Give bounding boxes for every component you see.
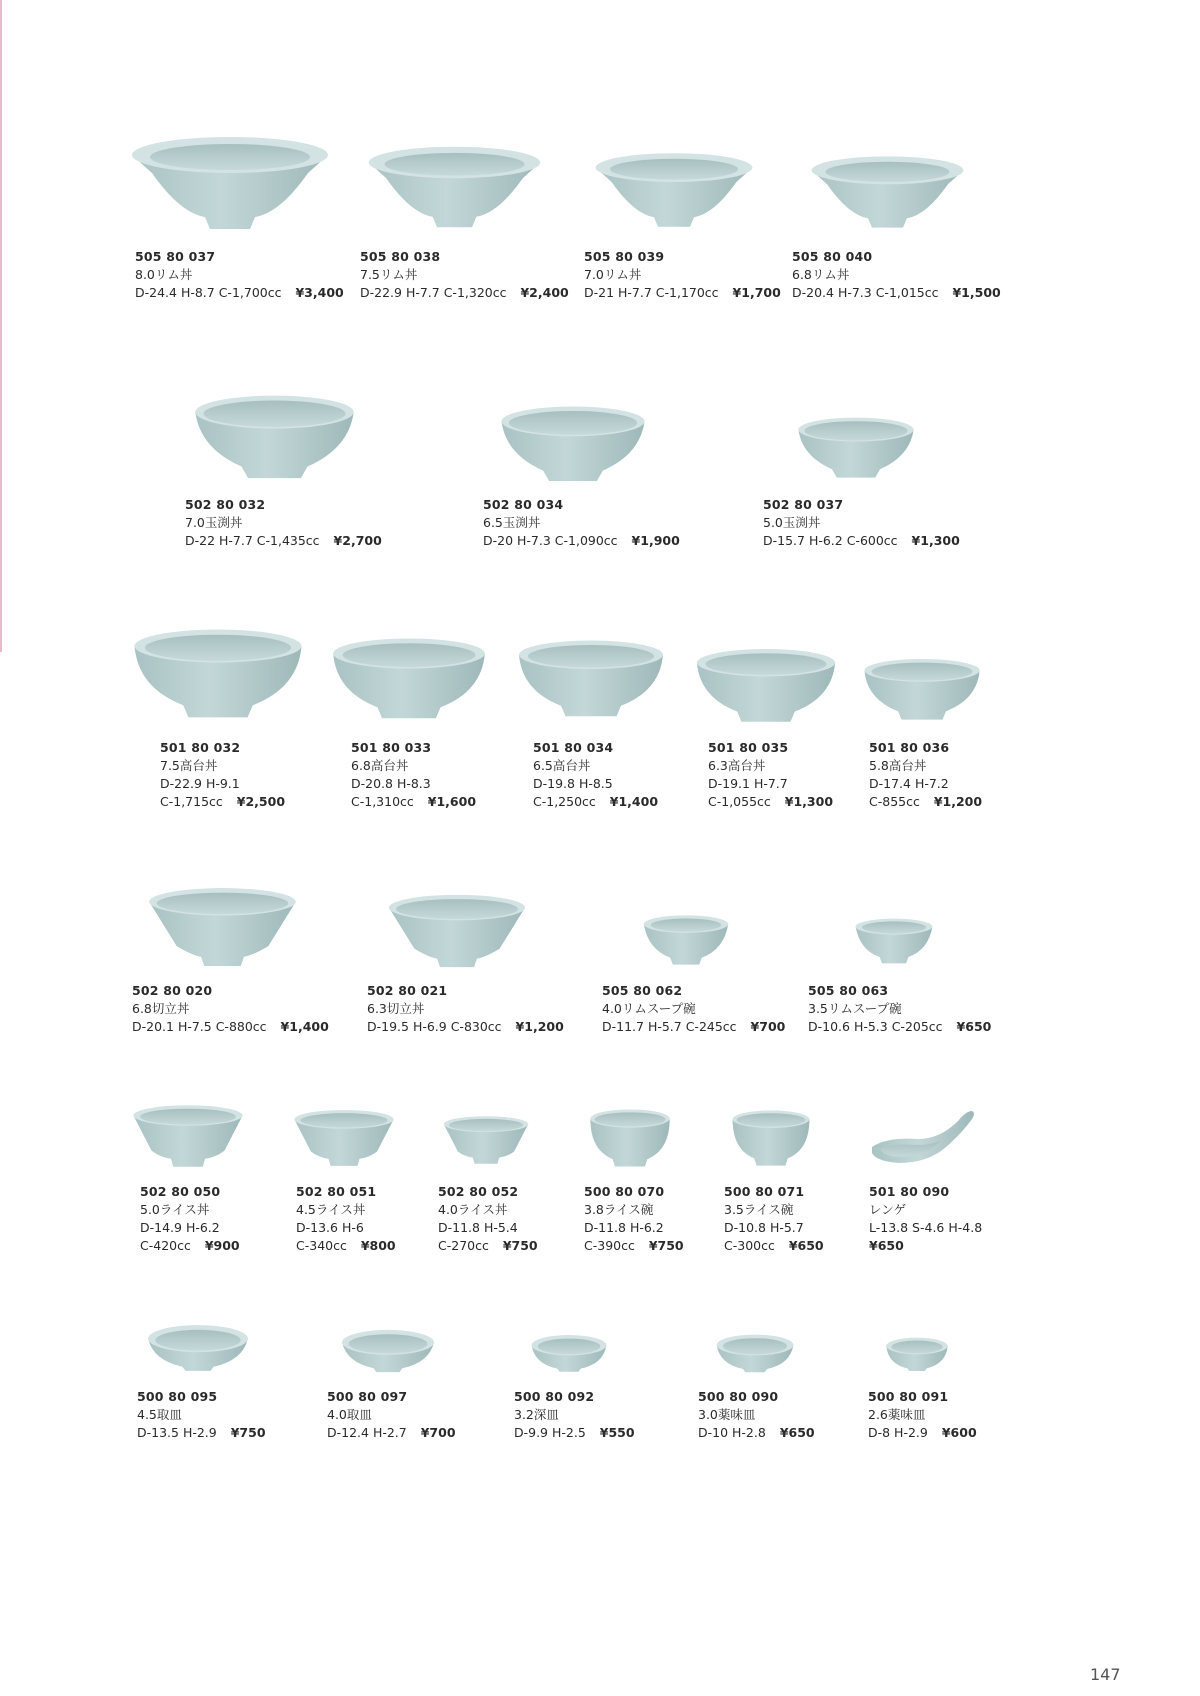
product-price: ¥550 <box>599 1425 635 1440</box>
product-name: 4.5取皿 <box>137 1407 182 1422</box>
product-name: 4.5ライス丼 <box>296 1202 366 1217</box>
product-price: ¥750 <box>502 1238 538 1253</box>
product-name: 5.8高台丼 <box>869 758 927 773</box>
product-price: ¥2,500 <box>236 794 286 809</box>
plate-icon <box>530 1332 608 1374</box>
product-code: 500 80 071 <box>724 1184 805 1199</box>
product-capacity: C-1,055cc <box>708 794 771 809</box>
product-specs: D-13.6 H-6 <box>296 1220 364 1235</box>
product-specs: D-22.9 H-9.1 <box>160 776 240 791</box>
product-code: 501 80 035 <box>708 740 789 755</box>
rim-bowl-icon <box>594 148 754 232</box>
product-name: 3.2深皿 <box>514 1407 559 1422</box>
product-name: 7.5リム丼 <box>360 267 418 282</box>
product-price: ¥1,200 <box>933 794 983 809</box>
product-code: 500 80 097 <box>327 1389 408 1404</box>
plate-icon <box>146 1323 250 1373</box>
footed-bowl-icon <box>516 634 666 722</box>
product-specs: D-19.8 H-8.5 <box>533 776 613 791</box>
product-specs: D-19.5 H-6.9 C-830cc <box>367 1019 502 1034</box>
product-price: ¥650 <box>869 1238 904 1253</box>
product-price: ¥3,400 <box>295 285 344 300</box>
product-name: 3.8ライス碗 <box>584 1202 654 1217</box>
plate-icon <box>885 1334 949 1374</box>
product-capacity: C-1,250cc <box>533 794 596 809</box>
rice-bowl-icon <box>131 1103 245 1169</box>
page-number: 147 <box>1090 1665 1121 1684</box>
product-price: ¥750 <box>648 1238 684 1253</box>
footed-bowl-icon <box>862 654 982 724</box>
product-name: 3.5リムスープ碗 <box>808 1001 902 1016</box>
product-code: 505 80 037 <box>135 249 216 264</box>
product-price: ¥700 <box>750 1019 786 1034</box>
product-specs: D-11.7 H-5.7 C-245cc <box>602 1019 737 1034</box>
product-name: 6.8切立丼 <box>132 1001 190 1016</box>
product-price: ¥1,200 <box>515 1019 564 1034</box>
product-price: ¥1,400 <box>609 794 659 809</box>
product-name: 7.0玉渕丼 <box>185 515 243 530</box>
product-specs: D-11.8 H-5.4 <box>438 1220 518 1235</box>
footed-bowl-icon <box>330 634 488 722</box>
rim-bowl-icon <box>130 133 330 233</box>
product-name: 7.0リム丼 <box>584 267 642 282</box>
product-specs: D-8 H-2.9 <box>868 1425 928 1440</box>
product-specs: D-24.4 H-8.7 C-1,700cc <box>135 285 282 300</box>
product-price: ¥800 <box>360 1238 396 1253</box>
product-capacity: C-1,310cc <box>351 794 414 809</box>
product-code: 501 80 090 <box>869 1184 950 1199</box>
product-name: 6.5高台丼 <box>533 758 591 773</box>
product-price: ¥750 <box>230 1425 266 1440</box>
product-name: レンゲ <box>869 1202 906 1217</box>
product-code: 505 80 040 <box>792 249 873 264</box>
rim-bowl-icon <box>810 152 965 232</box>
product-name: 5.0玉渕丼 <box>763 515 821 530</box>
product-name: 6.8高台丼 <box>351 758 409 773</box>
conical-bowl-icon <box>145 885 300 969</box>
product-price: ¥1,300 <box>911 533 960 548</box>
product-code: 501 80 033 <box>351 740 432 755</box>
product-specs: D-10.8 H-5.7 <box>724 1220 804 1235</box>
product-specs: D-10 H-2.8 <box>698 1425 766 1440</box>
product-name: 8.0リム丼 <box>135 267 193 282</box>
product-price: ¥650 <box>956 1019 992 1034</box>
product-price: ¥2,400 <box>520 285 569 300</box>
rice-bowl-icon <box>442 1114 530 1166</box>
product-code: 500 80 090 <box>698 1389 779 1404</box>
product-price: ¥1,600 <box>427 794 477 809</box>
product-code: 505 80 038 <box>360 249 441 264</box>
product-code: 502 80 021 <box>367 983 448 998</box>
product-price: ¥700 <box>420 1425 456 1440</box>
product-price: ¥1,400 <box>280 1019 329 1034</box>
product-specs: D-20.8 H-8.3 <box>351 776 431 791</box>
product-capacity: C-855cc <box>869 794 920 809</box>
product-code: 502 80 032 <box>185 497 266 512</box>
product-code: 505 80 039 <box>584 249 665 264</box>
product-code: 505 80 063 <box>808 983 889 998</box>
product-capacity: C-340cc <box>296 1238 347 1253</box>
product-specs: D-20.1 H-7.5 C-880cc <box>132 1019 267 1034</box>
product-name: 2.6薬味皿 <box>868 1407 926 1422</box>
product-code: 500 80 092 <box>514 1389 595 1404</box>
footed-bowl-icon <box>131 625 305 721</box>
product-price: ¥1,500 <box>952 285 1001 300</box>
product-code: 500 80 095 <box>137 1389 218 1404</box>
product-price: ¥1,900 <box>631 533 680 548</box>
product-name: 3.5ライス碗 <box>724 1202 794 1217</box>
product-name: 7.5高台丼 <box>160 758 218 773</box>
product-name: 5.0ライス丼 <box>140 1202 210 1217</box>
rice-bowl-icon <box>292 1108 396 1168</box>
product-price: ¥900 <box>204 1238 240 1253</box>
product-specs: L-13.8 S-4.6 H-4.8 <box>869 1220 983 1235</box>
product-name: 4.0リムスープ碗 <box>602 1001 696 1016</box>
product-specs: D-15.7 H-6.2 C-600cc <box>763 533 898 548</box>
product-code: 500 80 070 <box>584 1184 665 1199</box>
product-code: 502 80 037 <box>763 497 844 512</box>
product-code: 501 80 034 <box>533 740 614 755</box>
page-edge-accent <box>0 0 2 652</box>
product-name: 6.3高台丼 <box>708 758 766 773</box>
product-name: 4.0取皿 <box>327 1407 372 1422</box>
product-capacity: C-390cc <box>584 1238 635 1253</box>
product-name: 3.0薬味皿 <box>698 1407 756 1422</box>
conical-bowl-icon <box>384 892 530 970</box>
product-specs: D-10.6 H-5.3 C-205cc <box>808 1019 943 1034</box>
product-code: 502 80 034 <box>483 497 564 512</box>
deep-bowl-icon <box>730 1108 812 1168</box>
plate-icon <box>715 1331 795 1375</box>
soup-bowl-icon <box>642 912 730 968</box>
soup-bowl-icon <box>854 915 934 967</box>
product-specs: D-22 H-7.7 C-1,435cc <box>185 533 320 548</box>
product-specs: D-21 H-7.7 C-1,170cc <box>584 285 719 300</box>
product-specs: D-14.9 H-6.2 <box>140 1220 220 1235</box>
deep-bowl-icon <box>588 1107 672 1169</box>
product-specs: D-12.4 H-2.7 <box>327 1425 407 1440</box>
round-bowl-icon <box>192 390 357 482</box>
product-specs: D-22.9 H-7.7 C-1,320cc <box>360 285 507 300</box>
product-code: 502 80 051 <box>296 1184 377 1199</box>
product-capacity: C-270cc <box>438 1238 489 1253</box>
product-specs: D-11.8 H-6.2 <box>584 1220 664 1235</box>
product-code: 502 80 020 <box>132 983 213 998</box>
product-specs: D-17.4 H-7.2 <box>869 776 949 791</box>
product-specs: D-19.1 H-7.7 <box>708 776 788 791</box>
product-name: 4.0ライス丼 <box>438 1202 508 1217</box>
product-name: 6.3切立丼 <box>367 1001 425 1016</box>
round-bowl-icon <box>796 412 916 482</box>
footed-bowl-icon <box>694 645 838 725</box>
plate-icon <box>340 1328 436 1374</box>
product-capacity: C-300cc <box>724 1238 775 1253</box>
product-name: 6.8リム丼 <box>792 267 850 282</box>
product-code: 500 80 091 <box>868 1389 949 1404</box>
product-code: 501 80 036 <box>869 740 950 755</box>
product-code: 502 80 052 <box>438 1184 519 1199</box>
product-capacity: C-420cc <box>140 1238 191 1253</box>
product-price: ¥650 <box>779 1425 815 1440</box>
round-bowl-icon <box>498 402 648 484</box>
product-name: 6.5玉渕丼 <box>483 515 541 530</box>
product-price: ¥1,700 <box>732 285 781 300</box>
product-code: 501 80 032 <box>160 740 241 755</box>
product-price: ¥2,700 <box>333 533 382 548</box>
spoon-icon <box>866 1105 978 1169</box>
product-code: 505 80 062 <box>602 983 683 998</box>
product-price: ¥650 <box>788 1238 824 1253</box>
product-capacity: C-1,715cc <box>160 794 223 809</box>
product-specs: D-20.4 H-7.3 C-1,015cc <box>792 285 939 300</box>
product-specs: D-20 H-7.3 C-1,090cc <box>483 533 618 548</box>
product-price: ¥1,300 <box>784 794 834 809</box>
product-specs: D-13.5 H-2.9 <box>137 1425 217 1440</box>
rim-bowl-icon <box>367 143 542 231</box>
product-specs: D-9.9 H-2.5 <box>514 1425 586 1440</box>
product-code: 502 80 050 <box>140 1184 221 1199</box>
product-price: ¥600 <box>941 1425 977 1440</box>
